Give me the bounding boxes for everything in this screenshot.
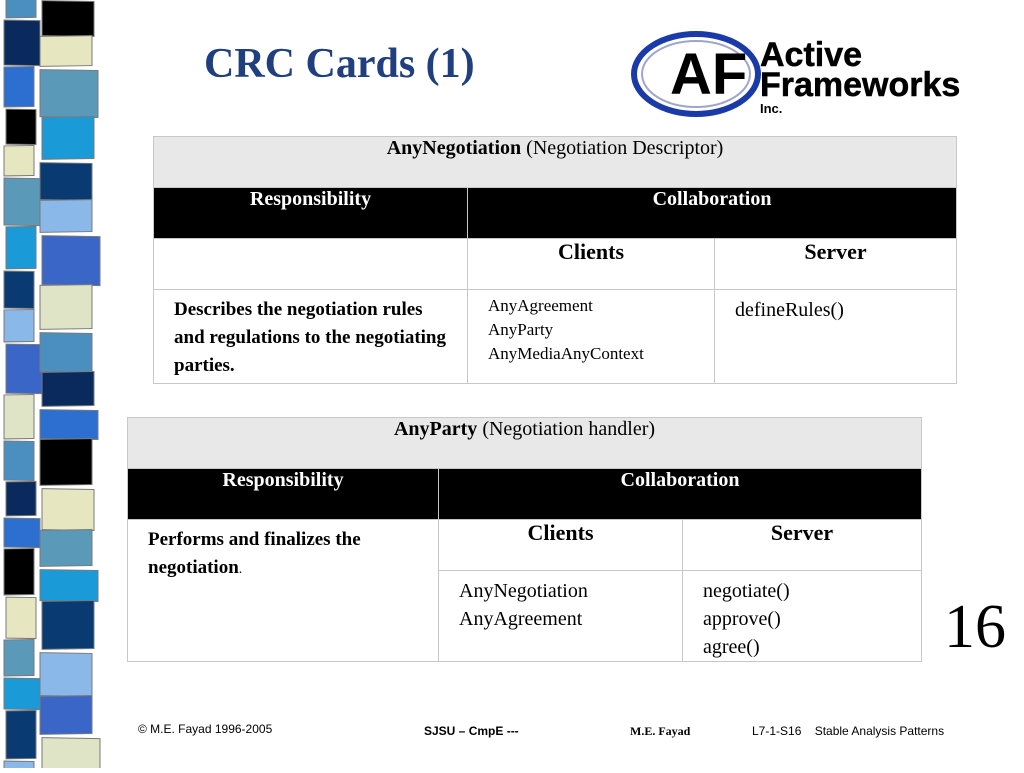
collaborator-header-row <box>154 239 957 290</box>
strip-tile <box>6 344 42 394</box>
clients-list <box>468 290 715 384</box>
logo-word-inc: Inc. <box>760 101 783 116</box>
server-list <box>683 571 922 662</box>
card-section-header-row <box>154 188 957 239</box>
strip-tile <box>42 738 100 768</box>
strip-tile <box>40 570 98 602</box>
collaborator-header-row <box>128 520 922 571</box>
strip-tile <box>4 394 34 438</box>
strip-tile <box>40 285 92 330</box>
footer-course: SJSU – CmpE --- <box>424 724 519 738</box>
responsibility-period: . <box>238 562 243 577</box>
clients-list <box>439 571 683 662</box>
strip-tile <box>42 117 94 160</box>
crc-card-anyparty <box>127 417 922 662</box>
strip-tile <box>6 481 36 515</box>
collaboration-header: Collaboration <box>439 469 922 520</box>
strip-tile <box>42 601 94 650</box>
strip-tile <box>4 548 34 594</box>
responsibility-header: Responsibility <box>154 188 468 239</box>
collaboration-header: Collaboration <box>468 188 957 239</box>
strip-tile <box>6 109 36 144</box>
class-description: (Negotiation Descriptor) <box>526 137 724 159</box>
server-item: negotiate() <box>703 580 790 602</box>
slide-title: CRC Cards (1) <box>204 41 475 87</box>
responsibility-text: Performs and finalizes the negotiation <box>148 529 361 578</box>
client-item: AnyAgreement <box>488 296 593 315</box>
logo-monogram: AF <box>670 42 748 107</box>
responsibility-cell <box>128 520 439 662</box>
empty-cell <box>154 239 468 290</box>
server-item: defineRules() <box>735 299 844 321</box>
clients-header: Clients <box>468 239 715 290</box>
strip-tile <box>4 309 34 341</box>
side-strip-pattern <box>0 0 118 768</box>
server-header: Server <box>715 239 957 290</box>
server-header: Server <box>683 520 922 571</box>
strip-tile <box>6 226 36 268</box>
strip-tile <box>40 530 92 567</box>
strip-tile <box>4 178 40 226</box>
class-name: AnyParty <box>393 418 478 440</box>
strip-tile <box>4 761 34 768</box>
clients-header: Clients <box>439 520 683 571</box>
strip-tile <box>42 372 94 407</box>
client-item: AnyAgreement <box>459 608 583 630</box>
strip-tile <box>40 70 98 118</box>
strip-tile <box>4 20 40 66</box>
strip-tile <box>40 36 92 67</box>
server-list <box>715 290 957 384</box>
client-item: AnyNegotiation <box>459 580 588 602</box>
strip-tile <box>42 236 100 286</box>
strip-tile <box>40 200 92 233</box>
strip-tile <box>40 696 92 735</box>
server-item: approve() <box>703 608 781 630</box>
logo-word-active: Active <box>760 36 863 74</box>
class-description: (Negotiation handler) <box>482 418 656 440</box>
client-item: AnyParty <box>488 320 554 339</box>
strip-tile <box>4 66 34 106</box>
card-body-row <box>154 290 957 384</box>
server-item: agree() <box>703 636 760 658</box>
strip-tile <box>40 163 92 201</box>
card-class-cell <box>154 137 957 188</box>
card-section-header-row <box>128 469 922 520</box>
strip-tile <box>40 333 92 373</box>
strip-tile <box>42 489 94 531</box>
card-header-row <box>128 418 922 469</box>
logo-word-frameworks: Frameworks <box>760 66 961 104</box>
strip-tile <box>4 678 40 710</box>
class-name: AnyNegotiation <box>386 137 522 159</box>
responsibility-header: Responsibility <box>128 469 439 520</box>
client-item: AnyMediaAnyContext <box>488 344 644 363</box>
strip-tile <box>4 271 34 308</box>
strip-tile <box>4 639 34 675</box>
strip-tile <box>42 1 94 37</box>
strip-tile <box>4 145 34 175</box>
crc-card-anynegotiation <box>153 136 957 384</box>
strip-tile <box>40 439 92 486</box>
footer-slide-id: L7-1-S16 Stable Analysis Patterns <box>752 724 945 738</box>
strip-tile <box>40 653 92 697</box>
strip-tile <box>4 441 34 480</box>
footer-copyright: © M.E. Fayad 1996-2005 <box>138 722 273 736</box>
card-header-row <box>154 137 957 188</box>
card-class-cell <box>128 418 922 469</box>
strip-tile <box>6 0 36 18</box>
active-frameworks-logo <box>628 28 998 120</box>
footer-author: M.E. Fayad <box>630 724 691 738</box>
responsibility-text: Describes the negotiation rules and regulations to the negotiating parties. <box>154 290 468 384</box>
page-number: 16 <box>944 593 1006 661</box>
strip-tile <box>4 518 40 548</box>
strip-tile <box>6 710 36 758</box>
strip-tile <box>40 410 98 440</box>
decorative-side-strip <box>0 0 118 768</box>
strip-tile <box>6 597 36 638</box>
